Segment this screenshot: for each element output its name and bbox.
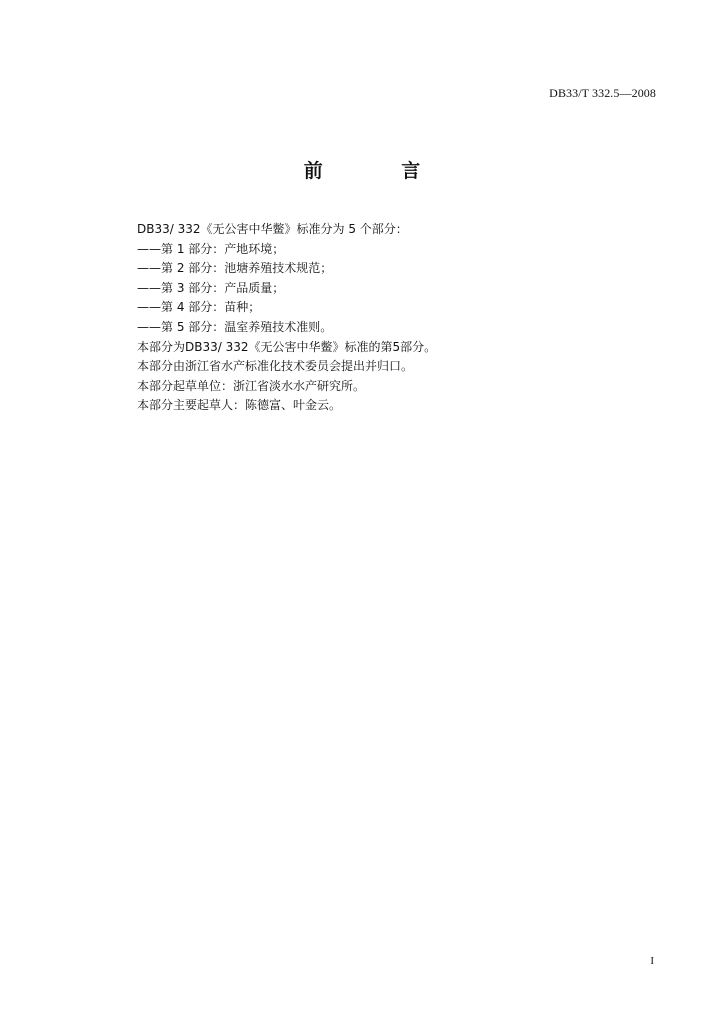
foreword-line: 本部分为DB33/ 332《无公害中华鳖》标准的第5部分。 (137, 339, 437, 354)
foreword-line: 本部分由浙江省水产标准化技术委员会提出并归口。 (137, 359, 414, 374)
foreword-line: ——第 5 部分：温室养殖技术准则。 (137, 319, 333, 334)
foreword-line: ——第 1 部分：产地环境； (137, 241, 285, 256)
page-number: I (650, 955, 654, 967)
foreword-line: DB33/ 332《无公害中华鳖》标准分为 5 个部分： (137, 222, 408, 236)
page-title: 前 言 (303, 160, 457, 182)
foreword-line: ——第 3 部分：产品质量； (137, 280, 285, 295)
foreword-line: ——第 2 部分：池塘养殖技术规范； (137, 261, 333, 276)
foreword-line: 本部分主要起草人：陈德富、叶金云。 (137, 398, 342, 413)
foreword-line: 本部分起草单位：浙江省淡水水产研究所。 (137, 378, 366, 393)
standard-code: DB33/T 332.5—2008 (549, 86, 656, 100)
foreword-line: ——第 4 部分：苗种； (137, 300, 261, 315)
foreword-body (137, 220, 657, 416)
